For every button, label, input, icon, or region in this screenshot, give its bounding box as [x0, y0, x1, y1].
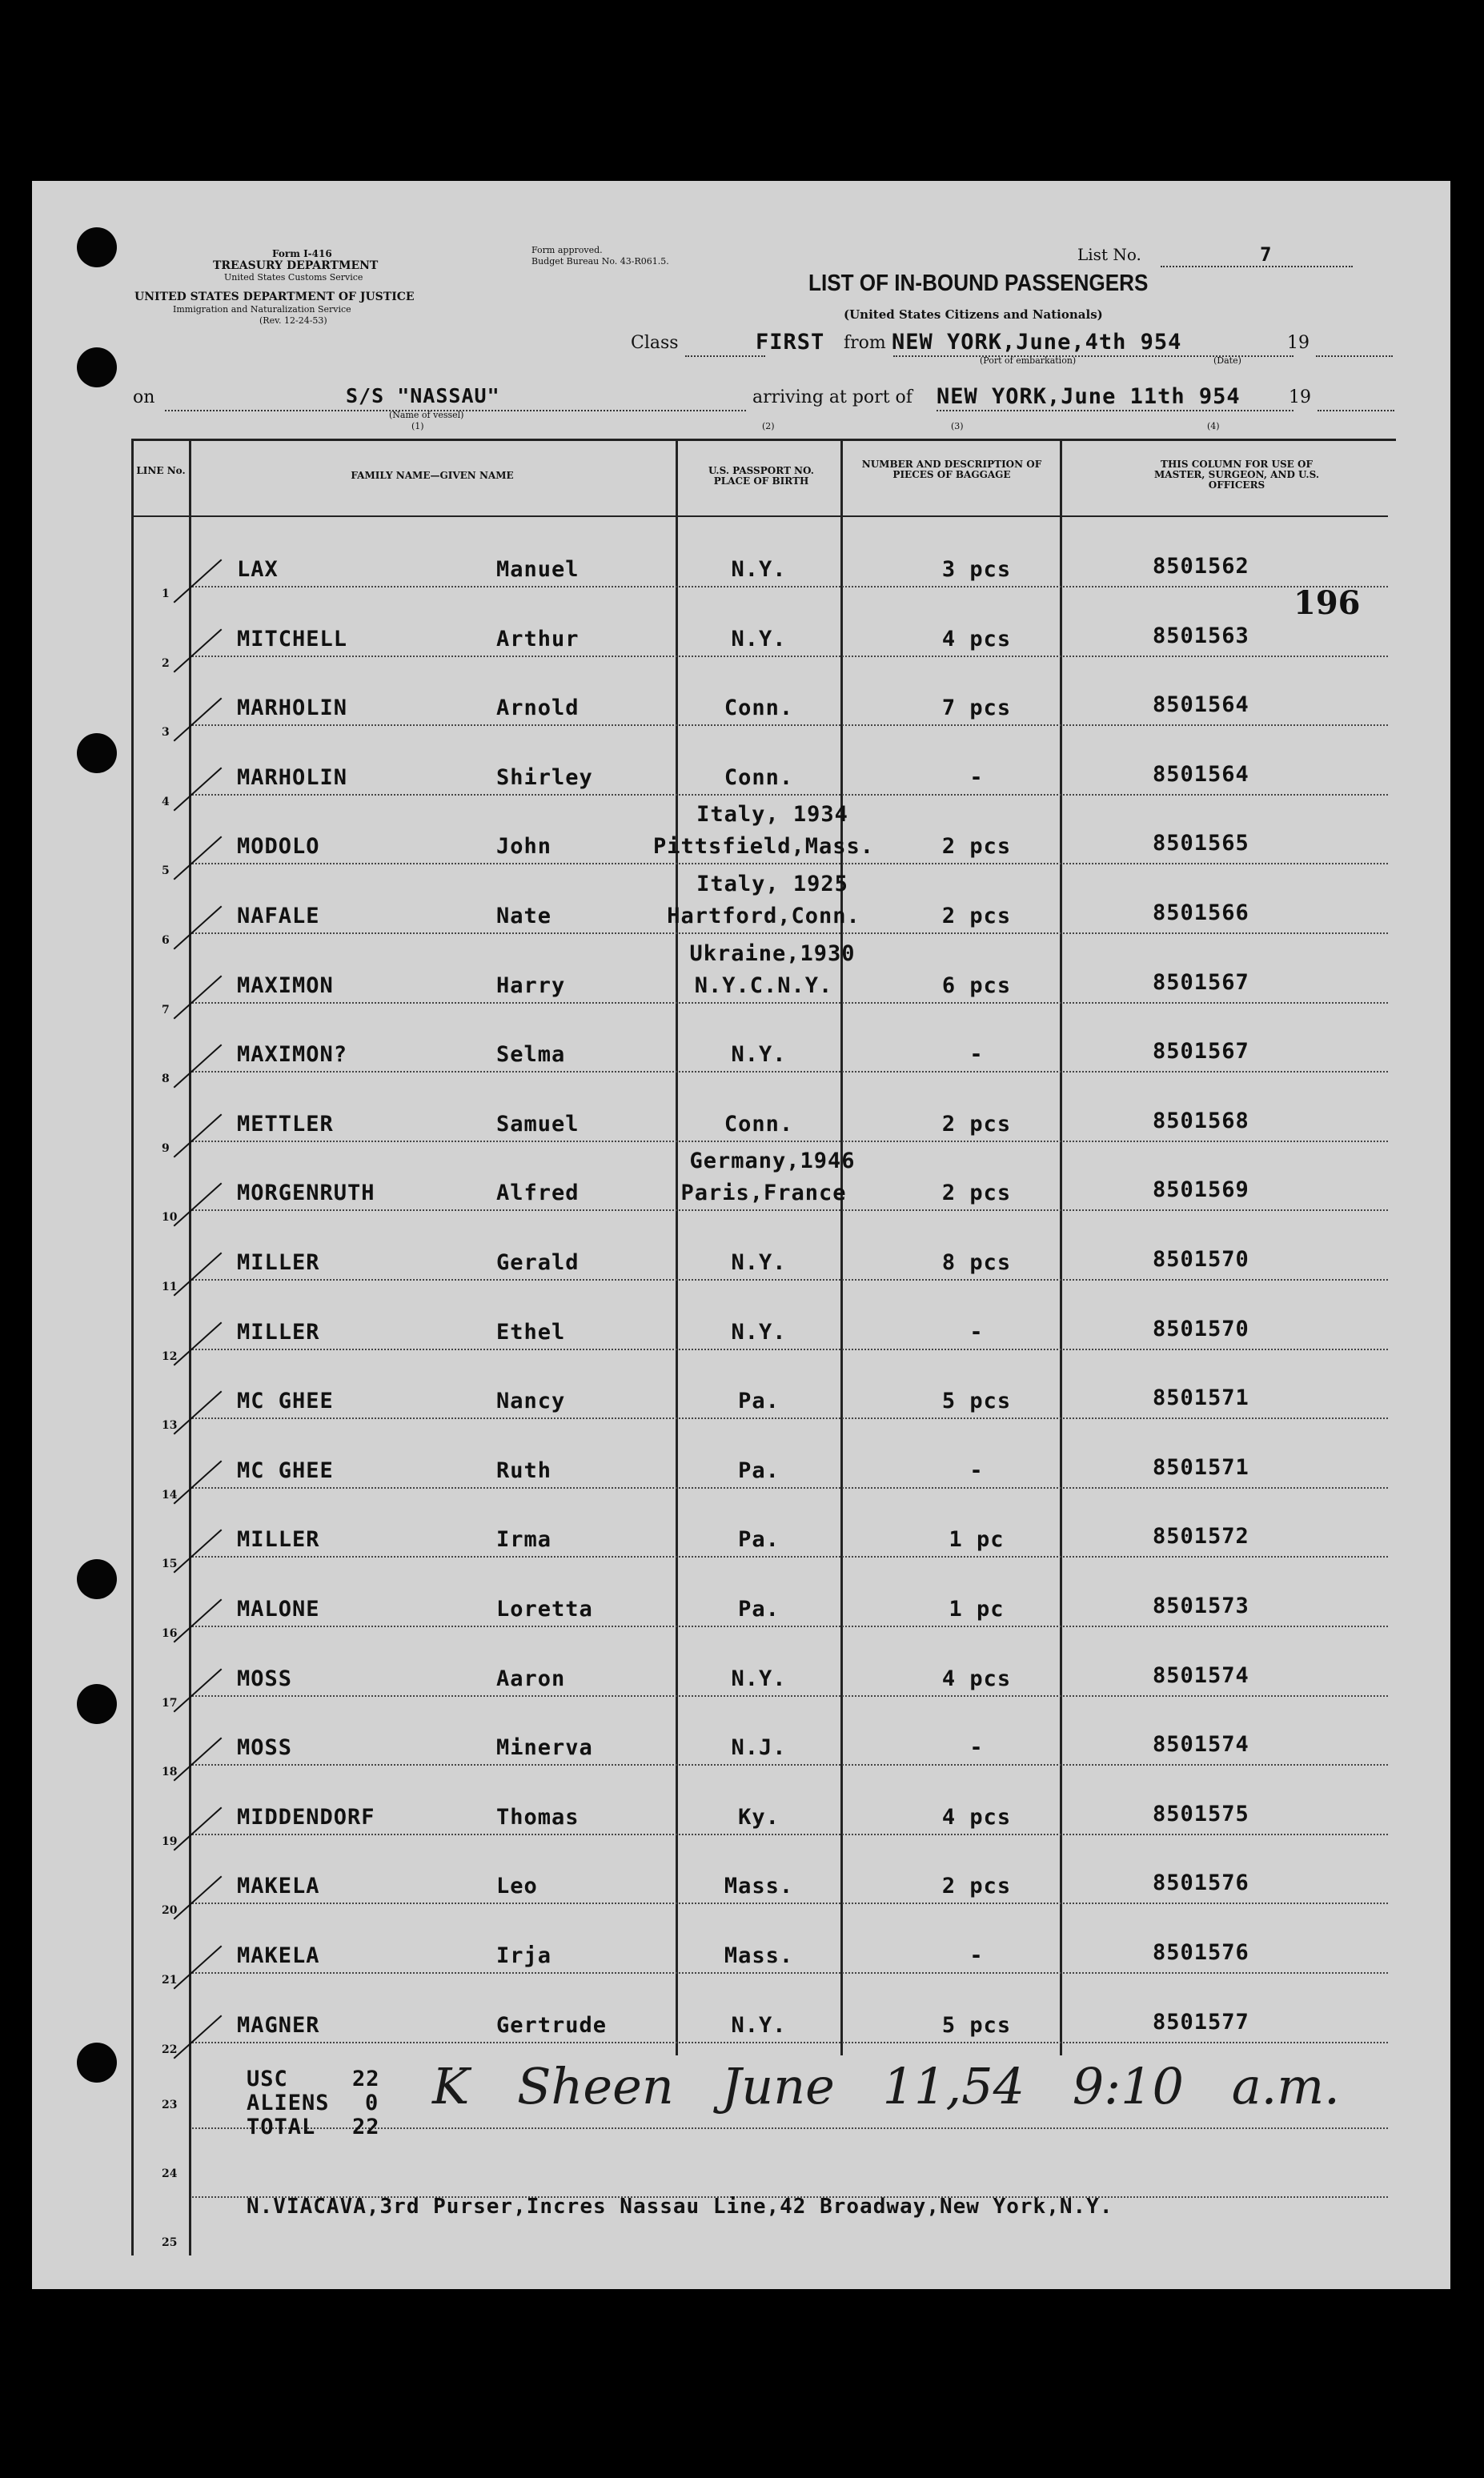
- given-name: Harry: [496, 973, 566, 998]
- year-prefix-2: 19: [1289, 387, 1311, 407]
- officer-number: 8501568: [1153, 1109, 1249, 1133]
- birth-place: N.Y.: [731, 557, 787, 582]
- punch-hole: [77, 733, 117, 773]
- birth-place: Ky.: [738, 1805, 780, 1830]
- table-left-rule: [131, 439, 134, 2255]
- birth-place: Mass.: [724, 1943, 794, 1968]
- line-number: 8: [162, 1073, 170, 1085]
- check-mark-icon: [174, 1321, 223, 1365]
- check-mark-icon: [174, 1044, 223, 1088]
- officer-number: 8501571: [1153, 1385, 1249, 1410]
- revision-date: (Rev. 12-24-53): [259, 315, 327, 326]
- row-rule: [192, 863, 1388, 864]
- officer-number: 8501574: [1153, 1663, 1249, 1688]
- given-name: Ruth: [496, 1458, 552, 1483]
- line-number: 19: [162, 1835, 178, 1848]
- check-mark-icon: [174, 1113, 223, 1157]
- punch-hole: [77, 227, 117, 267]
- birth-place: Pa.: [738, 1527, 780, 1552]
- check-mark-icon: [174, 2015, 223, 2059]
- usc-count: 22: [352, 2067, 380, 2091]
- row-rule: [192, 1417, 1388, 1419]
- baggage-count: 3 pcs: [941, 557, 1012, 582]
- given-name: Arnold: [496, 696, 580, 720]
- line-number: 25: [162, 2236, 178, 2249]
- officer-number: 8501567: [1153, 1039, 1249, 1064]
- birth-place: N.Y.: [731, 1320, 787, 1345]
- officer-number: 8501572: [1153, 1524, 1249, 1549]
- family-name: MILLER: [237, 1527, 320, 1552]
- justice-dept: UNITED STATES DEPARTMENT OF JUSTICE: [134, 291, 415, 303]
- officer-number: 8501569: [1153, 1177, 1249, 1202]
- line-number: 7: [162, 1004, 170, 1016]
- line-number: 12: [162, 1350, 178, 1363]
- family-name: MIDDENDORF: [237, 1805, 375, 1830]
- officer-number: 8501576: [1153, 1871, 1249, 1895]
- check-mark-icon: [174, 975, 223, 1019]
- table-top-rule: [131, 439, 1396, 441]
- check-mark-icon: [174, 1460, 223, 1504]
- birth-place: Pa.: [738, 1389, 780, 1413]
- given-name: Arthur: [496, 627, 580, 652]
- line-number: 14: [162, 1489, 178, 1502]
- from-label: from: [844, 333, 886, 353]
- officer-number: 8501570: [1153, 1317, 1249, 1341]
- family-name: MORGENRUTH: [237, 1181, 375, 1205]
- handwritten-inspection-note: K Sheen June 11,54 9:10 a.m.: [432, 2057, 1340, 2115]
- birth-place: Conn.: [724, 1112, 794, 1137]
- usc-label: USC: [247, 2067, 288, 2091]
- page-subtitle: (United States Citizens and Nationals): [844, 307, 1103, 322]
- row-rule: [192, 1626, 1388, 1627]
- officer-number: 8501573: [1153, 1594, 1249, 1618]
- check-mark-icon: [174, 836, 223, 880]
- line-number: 4: [162, 796, 170, 808]
- column-rule: [189, 439, 191, 2255]
- birth-place: Conn.: [724, 696, 794, 720]
- line-number: 22: [162, 2043, 178, 2056]
- baggage-count: 2 pcs: [941, 834, 1012, 859]
- caption-4: (4): [1207, 421, 1220, 431]
- officer-number: 8501565: [1153, 831, 1249, 856]
- check-mark-icon: [174, 1182, 223, 1226]
- birth-place: N.J.: [731, 1735, 787, 1760]
- check-mark-icon: [174, 628, 223, 672]
- budget-bureau: Budget Bureau No. 43-R061.5.: [531, 256, 669, 267]
- total-label: TOTAL: [247, 2115, 316, 2139]
- form-number: Form I-416: [272, 248, 332, 259]
- check-mark-icon: [174, 1390, 223, 1434]
- check-mark-icon: [174, 767, 223, 811]
- line-number: 20: [162, 1904, 178, 1917]
- given-name: Samuel: [496, 1112, 580, 1137]
- arrival-value: NEW YORK,June 11th 954: [937, 384, 1241, 409]
- birth-place-year: Ukraine,1930: [689, 941, 856, 966]
- baggage-count: 2 pcs: [941, 1112, 1012, 1137]
- approval-note: Form approved.: [531, 245, 603, 255]
- officer-number: 8501575: [1153, 1802, 1249, 1826]
- on-label: on: [133, 387, 155, 407]
- birth-place-year: Germany,1946: [689, 1149, 856, 1173]
- punch-hole: [77, 1684, 117, 1724]
- birth-place-year: Italy, 1934: [696, 802, 848, 827]
- birth-place: Hartford,Conn.: [667, 904, 860, 928]
- baggage-count: 2 pcs: [941, 904, 1012, 928]
- baggage-count: 2 pcs: [941, 1874, 1012, 1899]
- family-name: MILLER: [237, 1320, 320, 1345]
- check-mark-icon: [174, 1737, 223, 1781]
- baggage-count: 4 pcs: [941, 1666, 1012, 1691]
- baggage-count: 7 pcs: [941, 696, 1012, 720]
- given-name: Leo: [496, 1874, 538, 1899]
- family-name: MAXIMON?: [237, 1042, 348, 1067]
- col-line-no: LINE No.: [136, 465, 186, 476]
- line-number: 1: [162, 587, 170, 600]
- check-mark-icon: [174, 1598, 223, 1642]
- birth-place: N.Y.: [731, 1042, 787, 1067]
- baggage-count: 1 pc: [949, 1597, 1005, 1622]
- col-officers: THIS COLUMN FOR USE OF MASTER, SURGEON, AND U.S. OFFICERS: [1154, 459, 1319, 491]
- baggage-count: -: [969, 1320, 984, 1345]
- arriving-label: arriving at port of: [752, 387, 912, 407]
- col-baggage: NUMBER AND DESCRIPTION OF PIECES OF BAGGAGE: [861, 459, 1042, 480]
- col-name: FAMILY NAME—GIVEN NAME: [351, 470, 514, 481]
- row-rule: [192, 794, 1388, 796]
- line-number: 15: [162, 1558, 178, 1570]
- family-name: MALONE: [237, 1597, 320, 1622]
- class-label: Class: [631, 333, 679, 353]
- birth-place: N.Y.: [731, 1250, 787, 1275]
- row-rule: [192, 932, 1388, 934]
- given-name: Selma: [496, 1042, 566, 1067]
- check-mark-icon: [174, 1668, 223, 1712]
- birth-place: Pa.: [738, 1458, 780, 1483]
- row-rule: [192, 1903, 1388, 1904]
- punch-hole: [77, 1559, 117, 1599]
- year-prefix: 19: [1287, 333, 1310, 353]
- given-name: Thomas: [496, 1805, 580, 1830]
- officer-number: 8501562: [1153, 554, 1249, 579]
- vessel-name: S/S "NASSAU": [346, 384, 500, 407]
- customs-service: United States Customs Service: [224, 272, 363, 283]
- date-caption: (Date): [1213, 355, 1241, 366]
- officer-number: 8501563: [1153, 624, 1249, 648]
- family-name: MC GHEE: [237, 1389, 334, 1413]
- birth-place: Pittsfield,Mass.: [652, 834, 875, 859]
- family-name: MC GHEE: [237, 1458, 334, 1483]
- family-name: MARHOLIN: [237, 765, 348, 790]
- col-passport: U.S. PASSPORT NO. PLACE OF BIRTH: [708, 465, 814, 487]
- baggage-count: -: [969, 1735, 984, 1760]
- birth-place: N.Y.C.N.Y.: [694, 973, 833, 998]
- page-number: 196: [1293, 584, 1361, 622]
- line-number: 17: [162, 1697, 178, 1710]
- row-rule: [192, 1556, 1388, 1558]
- baggage-count: -: [969, 1042, 984, 1067]
- given-name: Ethel: [496, 1320, 566, 1345]
- given-name: Aaron: [496, 1666, 566, 1691]
- baggage-count: 4 pcs: [941, 627, 1012, 652]
- family-name: LAX: [237, 557, 279, 582]
- row-rule: [192, 1834, 1388, 1835]
- birth-place: N.Y.: [731, 1666, 787, 1691]
- given-name: John: [496, 834, 552, 859]
- row-rule: [192, 1002, 1388, 1004]
- given-name: Nate: [496, 904, 552, 928]
- check-mark-icon: [174, 1529, 223, 1573]
- family-name: NAFALE: [237, 904, 320, 928]
- officer-number: 8501564: [1153, 692, 1249, 717]
- baggage-count: 4 pcs: [941, 1805, 1012, 1830]
- aliens-count: 0: [365, 2091, 379, 2115]
- family-name: MILLER: [237, 1250, 320, 1275]
- officer-number: 8501574: [1153, 1732, 1249, 1757]
- document-sheet: [32, 181, 1450, 2289]
- line-number: 5: [162, 864, 170, 877]
- family-name: MAXIMON: [237, 973, 334, 998]
- treasury-dept: TREASURY DEPARTMENT: [213, 259, 379, 272]
- given-name: Irma: [496, 1527, 552, 1552]
- caption-1: (1): [411, 421, 424, 431]
- row-rule: [192, 2042, 1388, 2043]
- aliens-label: ALIENS: [247, 2091, 330, 2115]
- embarkation-value: NEW YORK,June,4th 954: [892, 330, 1182, 355]
- header-rule: [131, 515, 1388, 517]
- check-mark-icon: [174, 559, 223, 603]
- embarkation-caption: (Port of embarkation): [980, 355, 1077, 366]
- given-name: Shirley: [496, 765, 593, 790]
- family-name: MODOLO: [237, 834, 320, 859]
- page-title: LIST OF IN-BOUND PASSENGERS: [808, 271, 1149, 296]
- check-mark-icon: [174, 1875, 223, 1919]
- punch-hole: [77, 347, 117, 387]
- baggage-count: 1 pc: [949, 1527, 1005, 1552]
- given-name: Manuel: [496, 557, 580, 582]
- check-mark-icon: [174, 1252, 223, 1296]
- purser-footer: N.VIACAVA,3rd Purser,Incres Nassau Line,42 Broadway,New York,N.Y.: [247, 2195, 1113, 2219]
- check-mark-icon: [174, 905, 223, 949]
- ins-service: Immigration and Naturalization Service: [173, 304, 351, 315]
- list-no-value: 7: [1260, 243, 1273, 266]
- birth-place-year: Italy, 1925: [696, 872, 848, 896]
- row-rule: [192, 1141, 1388, 1142]
- family-name: MAKELA: [237, 1874, 320, 1899]
- list-no-label: List No.: [1077, 245, 1141, 264]
- birth-place: N.Y.: [731, 627, 787, 652]
- baggage-count: -: [969, 1458, 984, 1483]
- line-number: 16: [162, 1627, 178, 1640]
- given-name: Gerald: [496, 1250, 580, 1275]
- line-number: 9: [162, 1142, 170, 1155]
- officer-number: 8501564: [1153, 762, 1249, 787]
- baggage-count: 5 pcs: [941, 1389, 1012, 1413]
- caption-2: (2): [762, 421, 775, 431]
- given-name: Alfred: [496, 1181, 580, 1205]
- officer-number: 8501567: [1153, 970, 1249, 995]
- line-number: 10: [162, 1211, 178, 1224]
- family-name: MARHOLIN: [237, 696, 348, 720]
- line-number: 13: [162, 1419, 178, 1432]
- given-name: Loretta: [496, 1597, 593, 1622]
- family-name: MAKELA: [237, 1943, 320, 1968]
- check-mark-icon: [174, 697, 223, 741]
- line-number: 6: [162, 934, 170, 947]
- baggage-count: -: [969, 765, 984, 790]
- line-number: 24: [162, 2167, 178, 2180]
- baggage-count: 5 pcs: [941, 2013, 1012, 2038]
- row-rule: [192, 1071, 1388, 1073]
- row-rule: [192, 1279, 1388, 1281]
- baggage-count: 8 pcs: [941, 1250, 1012, 1275]
- column-rule: [676, 439, 678, 2055]
- birth-place: Pa.: [738, 1597, 780, 1622]
- row-rule: [192, 1349, 1388, 1350]
- given-name: Irja: [496, 1943, 552, 1968]
- given-name: Gertrude: [496, 2013, 608, 2038]
- birth-place: Conn.: [724, 765, 794, 790]
- officer-number: 8501566: [1153, 900, 1249, 925]
- family-name: MOSS: [237, 1666, 293, 1691]
- row-rule: [192, 656, 1388, 657]
- officer-number: 8501577: [1153, 2010, 1249, 2035]
- given-name: Nancy: [496, 1389, 566, 1413]
- officer-number: 8501571: [1153, 1455, 1249, 1480]
- family-name: MITCHELL: [237, 627, 348, 652]
- baggage-count: -: [969, 1943, 984, 1968]
- check-mark-icon: [174, 1945, 223, 1989]
- row-rule: [192, 586, 1388, 587]
- class-value: FIRST: [756, 330, 825, 355]
- officer-number: 8501570: [1153, 1247, 1249, 1272]
- vessel-caption: (Name of vessel): [389, 410, 464, 420]
- check-mark-icon: [174, 1806, 223, 1850]
- family-name: MOSS: [237, 1735, 293, 1760]
- line-number: 21: [162, 1974, 178, 1987]
- birth-place: Paris,France: [680, 1181, 847, 1205]
- total-count: 22: [352, 2115, 380, 2139]
- baggage-count: 6 pcs: [941, 973, 1012, 998]
- officer-number: 8501576: [1153, 1940, 1249, 1965]
- row-rule: [192, 1695, 1388, 1697]
- punch-hole: [77, 2043, 117, 2083]
- row-rule: [192, 1209, 1388, 1211]
- birth-place: N.Y.: [731, 2013, 787, 2038]
- family-name: MAGNER: [237, 2013, 320, 2038]
- row-rule: [192, 1487, 1388, 1489]
- family-name: METTLER: [237, 1112, 334, 1137]
- line-number: 2: [162, 657, 170, 670]
- row-rule: [192, 1972, 1388, 1974]
- line-number: 11: [162, 1281, 178, 1293]
- column-rule: [840, 439, 843, 2055]
- birth-place: Mass.: [724, 1874, 794, 1899]
- baggage-count: 2 pcs: [941, 1181, 1012, 1205]
- line-number: 18: [162, 1766, 178, 1778]
- row-rule: [192, 1764, 1388, 1766]
- line-number: 3: [162, 726, 170, 739]
- row-rule: [192, 724, 1388, 726]
- caption-3: (3): [951, 421, 964, 431]
- given-name: Minerva: [496, 1735, 593, 1760]
- line-number: 23: [162, 2099, 178, 2111]
